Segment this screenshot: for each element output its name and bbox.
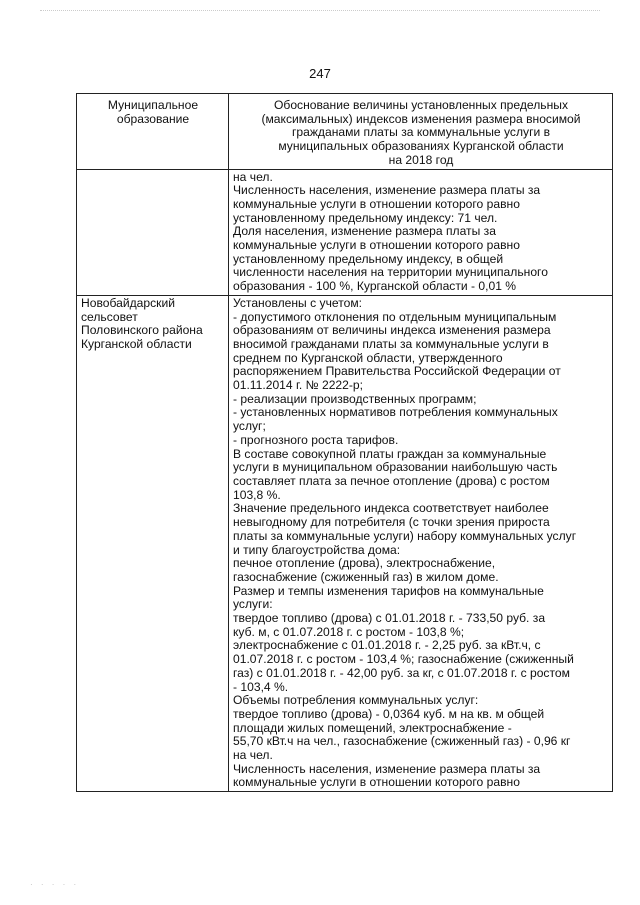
text-line: 55,70 кВт.ч на чел., газоснабжение (сжиженный газ) - 0,96 кг xyxy=(233,734,571,749)
text-line: - реализации производственных программ; xyxy=(233,391,477,406)
table-header-row xyxy=(77,94,613,170)
continuation-municipality-cell xyxy=(77,169,229,295)
text-line: - установленных нормативов потребления коммунальных xyxy=(233,405,558,420)
page-number: 247 xyxy=(309,66,331,81)
text-line: газоснабжение (сжиженный газ) в жилом доме. xyxy=(233,569,499,584)
text-line: численности населения на территории муниципального xyxy=(233,265,548,280)
municipality-cell xyxy=(77,295,229,791)
text-line: образованиям от величины индекса изменения размера xyxy=(233,323,551,338)
text-line: куб. м, с 01.07.2018 г. с ростом - 103,8 %; xyxy=(233,624,465,639)
text-line: Численность населения, изменение размера платы за xyxy=(233,183,541,198)
text-line: - 103,4 %. xyxy=(233,679,289,694)
continuation-row xyxy=(77,169,613,295)
text-line: образования - 100 %, Курганской области - 0,01 % xyxy=(233,279,517,294)
header-justification-line: (максимальных) индексов изменения размера вносимой xyxy=(261,111,581,126)
text-line: вносимой гражданами платы за коммунальные услуги в xyxy=(233,336,549,351)
scan-artifact-line xyxy=(40,10,600,11)
text-line: услуги: xyxy=(233,597,273,612)
tariff-index-table xyxy=(76,93,613,792)
text-line: невыгодному для потребителя (с точки зрения прироста xyxy=(233,515,550,530)
header-municipality-text: Муниципальное образование xyxy=(107,98,199,126)
municipality-name-line: Новобайдарский xyxy=(81,295,175,310)
text-line: и типу благоустройства дома: xyxy=(233,542,401,557)
text-line: коммунальные услуги в отношении которого равно xyxy=(233,196,520,211)
header-justification-line: муниципальных образованиях Курганской области xyxy=(278,139,564,154)
text-line: 103,8 %. xyxy=(233,487,281,502)
table-row xyxy=(77,295,613,791)
header-justification-line: на 2018 год xyxy=(388,152,454,167)
text-line: установленному предельному индексу: 71 чел. xyxy=(233,210,498,225)
text-line: коммунальные услуги в отношении которого равно xyxy=(233,775,520,790)
text-line: 01.11.2014 г. № 2222-р; xyxy=(233,378,363,393)
text-line: платы за коммунальные услуги) набору коммунальных услуг xyxy=(233,528,577,543)
text-line: площади жилых помещений, электроснабжение - xyxy=(233,720,512,735)
municipality-name-line: сельсовет xyxy=(81,309,138,324)
justification-cell xyxy=(229,295,613,791)
text-line: Установлены с учетом: xyxy=(233,295,362,310)
text-line: - допустимого отклонения по отдельным муниципальным xyxy=(233,309,557,324)
text-line: газ) с 01.01.2018 г. - 42,00 руб. за кг, с 01.07.2018 г. с ростом xyxy=(233,665,570,680)
text-line: твердое топливо (дрова) - 0,0364 куб. м на кв. м общей xyxy=(233,706,545,721)
text-line: услуги в муниципальном образовании наибольшую часть xyxy=(233,460,558,475)
text-line: на чел. xyxy=(233,748,273,763)
text-line: среднем по Курганской области, утвержденного xyxy=(233,350,503,365)
text-line: 01.07.2018 г. с ростом - 103,4 %; газоснабжение (сжиженный xyxy=(233,652,574,667)
continuation-text-cell xyxy=(229,169,613,295)
header-municipality xyxy=(77,94,229,170)
header-justification-line: гражданами платы за коммунальные услуги в xyxy=(291,125,551,140)
text-line: твердое топливо (дрова) с 01.01.2018 г. - 733,50 руб. за xyxy=(233,611,546,626)
text-line: электроснабжение с 01.01.2018 г. - 2,25 руб. за кВт.ч, с xyxy=(233,638,541,653)
text-line: на чел. xyxy=(233,169,273,184)
text-line: - прогнозного роста тарифов. xyxy=(233,432,399,447)
text-line: Объемы потребления коммунальных услуг: xyxy=(233,693,479,708)
municipality-name-line: Половинского района xyxy=(81,323,203,338)
text-line: печное отопление (дрова), электроснабжение, xyxy=(233,556,496,571)
text-line: Значение предельного индекса соответствует наиболее xyxy=(233,501,549,516)
text-line: распоряжением Правительства Российской Федерации от xyxy=(233,364,561,379)
text-line: В составе совокупной платы граждан за коммунальные xyxy=(233,446,547,461)
text-line: Размер и темпы изменения тарифов на коммунальные xyxy=(233,583,544,598)
text-line: установленному предельному индексу, в общей xyxy=(233,251,504,266)
text-line: Доля населения, изменение размера платы за xyxy=(233,224,496,239)
header-justification-line: Обоснование величины установленных предельных xyxy=(273,98,569,112)
text-line: составляет плата за печное отопление (дрова) с ростом xyxy=(233,473,550,488)
header-justification xyxy=(229,94,613,170)
scan-artifact-dots: · · · · · xyxy=(30,880,80,889)
text-line: коммунальные услуги в отношении которого равно xyxy=(233,238,520,253)
municipality-name-line: Курганской области xyxy=(81,336,192,351)
text-line: услуг; xyxy=(233,419,266,434)
text-line: Численность населения, изменение размера платы за xyxy=(233,761,541,776)
